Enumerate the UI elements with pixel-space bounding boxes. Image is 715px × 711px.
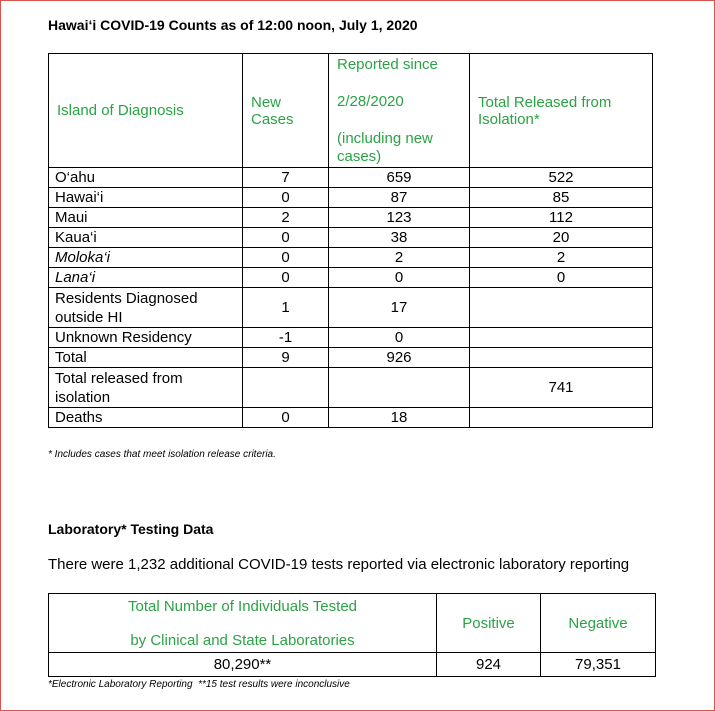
row-island: Unknown Residency (49, 328, 243, 348)
row-new: 0 (243, 268, 329, 288)
header-reported-line-2: 2/28/2020 (337, 93, 404, 110)
deaths-label: Deaths (49, 408, 243, 428)
row-reported: 17 (329, 288, 470, 328)
row-island: O‘ahu (49, 168, 243, 188)
lab-footnote: *Electronic Laboratory Reporting **15 test results were inconclusive (48, 679, 350, 690)
table-row (49, 208, 653, 228)
row-reported: 123 (329, 208, 470, 228)
deaths-new: 0 (243, 408, 329, 428)
counts-header-row (49, 54, 653, 168)
row-new: 7 (243, 168, 329, 188)
lab-negative-value: 79,351 (541, 653, 656, 677)
row-released: 0 (470, 268, 653, 288)
row-new: -1 (243, 328, 329, 348)
row-reported: 38 (329, 228, 470, 248)
total-new: 9 (243, 348, 329, 368)
header-reported-line-1: Reported since (337, 56, 438, 73)
row-released (470, 288, 653, 328)
released-total-empty-2 (329, 368, 470, 408)
header-new-cases: New Cases (243, 54, 329, 168)
released-total-empty-1 (243, 368, 329, 408)
total-label: Total (49, 348, 243, 368)
lab-header-tested-line-1: Total Number of Individuals Tested (127, 597, 357, 615)
header-released: Total Released from Isolation* (470, 54, 653, 168)
lab-description: There were 1,232 additional COVID-19 tests reported via electronic laboratory reporting (48, 556, 630, 573)
lab-positive-value: 924 (437, 653, 541, 677)
row-reported: 2 (329, 248, 470, 268)
lab-section-title: Laboratory* Testing Data (48, 521, 214, 537)
isolation-footnote: * Includes cases that meet isolation release criteria. (48, 449, 276, 460)
released-total-row (49, 368, 653, 408)
lab-header-tested-line-2: by Clinical and State Laboratories (130, 631, 355, 649)
table-row (49, 328, 653, 348)
total-reported: 926 (329, 348, 470, 368)
row-island: Maui (49, 208, 243, 228)
row-released: 2 (470, 248, 653, 268)
row-island: Moloka‘i (49, 248, 243, 268)
row-island: Kaua‘i (49, 228, 243, 248)
lab-header-tested (49, 594, 437, 653)
counts-table (48, 53, 653, 428)
row-new: 0 (243, 248, 329, 268)
row-reported: 87 (329, 188, 470, 208)
lab-table (48, 593, 656, 677)
released-total-label: Total released from isolation (49, 368, 243, 408)
deaths-reported: 18 (329, 408, 470, 428)
row-reported: 659 (329, 168, 470, 188)
deaths-row (49, 408, 653, 428)
total-released-empty (470, 348, 653, 368)
row-released: 112 (470, 208, 653, 228)
table-row (49, 248, 653, 268)
table-row (49, 168, 653, 188)
deaths-released-empty (470, 408, 653, 428)
row-new: 1 (243, 288, 329, 328)
row-new: 0 (243, 188, 329, 208)
row-island: Lana‘i (49, 268, 243, 288)
table-row (49, 188, 653, 208)
row-released: 85 (470, 188, 653, 208)
row-released (470, 328, 653, 348)
row-new: 2 (243, 208, 329, 228)
row-island: Residents Diagnosed outside HI (49, 288, 243, 328)
lab-header-positive: Positive (437, 594, 541, 653)
row-reported: 0 (329, 268, 470, 288)
row-new: 0 (243, 228, 329, 248)
row-released: 522 (470, 168, 653, 188)
table-row (49, 228, 653, 248)
lab-header-row (49, 594, 656, 653)
total-row (49, 348, 653, 368)
page-title: Hawai‘i COVID-19 Counts as of 12:00 noon, July 1, 2020 (48, 17, 418, 33)
header-reported-since (329, 54, 470, 168)
header-island: Island of Diagnosis (49, 54, 243, 168)
table-row (49, 288, 653, 328)
released-total-value: 741 (470, 368, 653, 408)
lab-values-row (49, 653, 656, 677)
row-released: 20 (470, 228, 653, 248)
row-reported: 0 (329, 328, 470, 348)
lab-header-negative: Negative (541, 594, 656, 653)
lab-tested-value: 80,290** (49, 653, 437, 677)
header-reported-line-3: (including new cases) (337, 130, 433, 165)
table-row (49, 268, 653, 288)
row-island: Hawai‘i (49, 188, 243, 208)
